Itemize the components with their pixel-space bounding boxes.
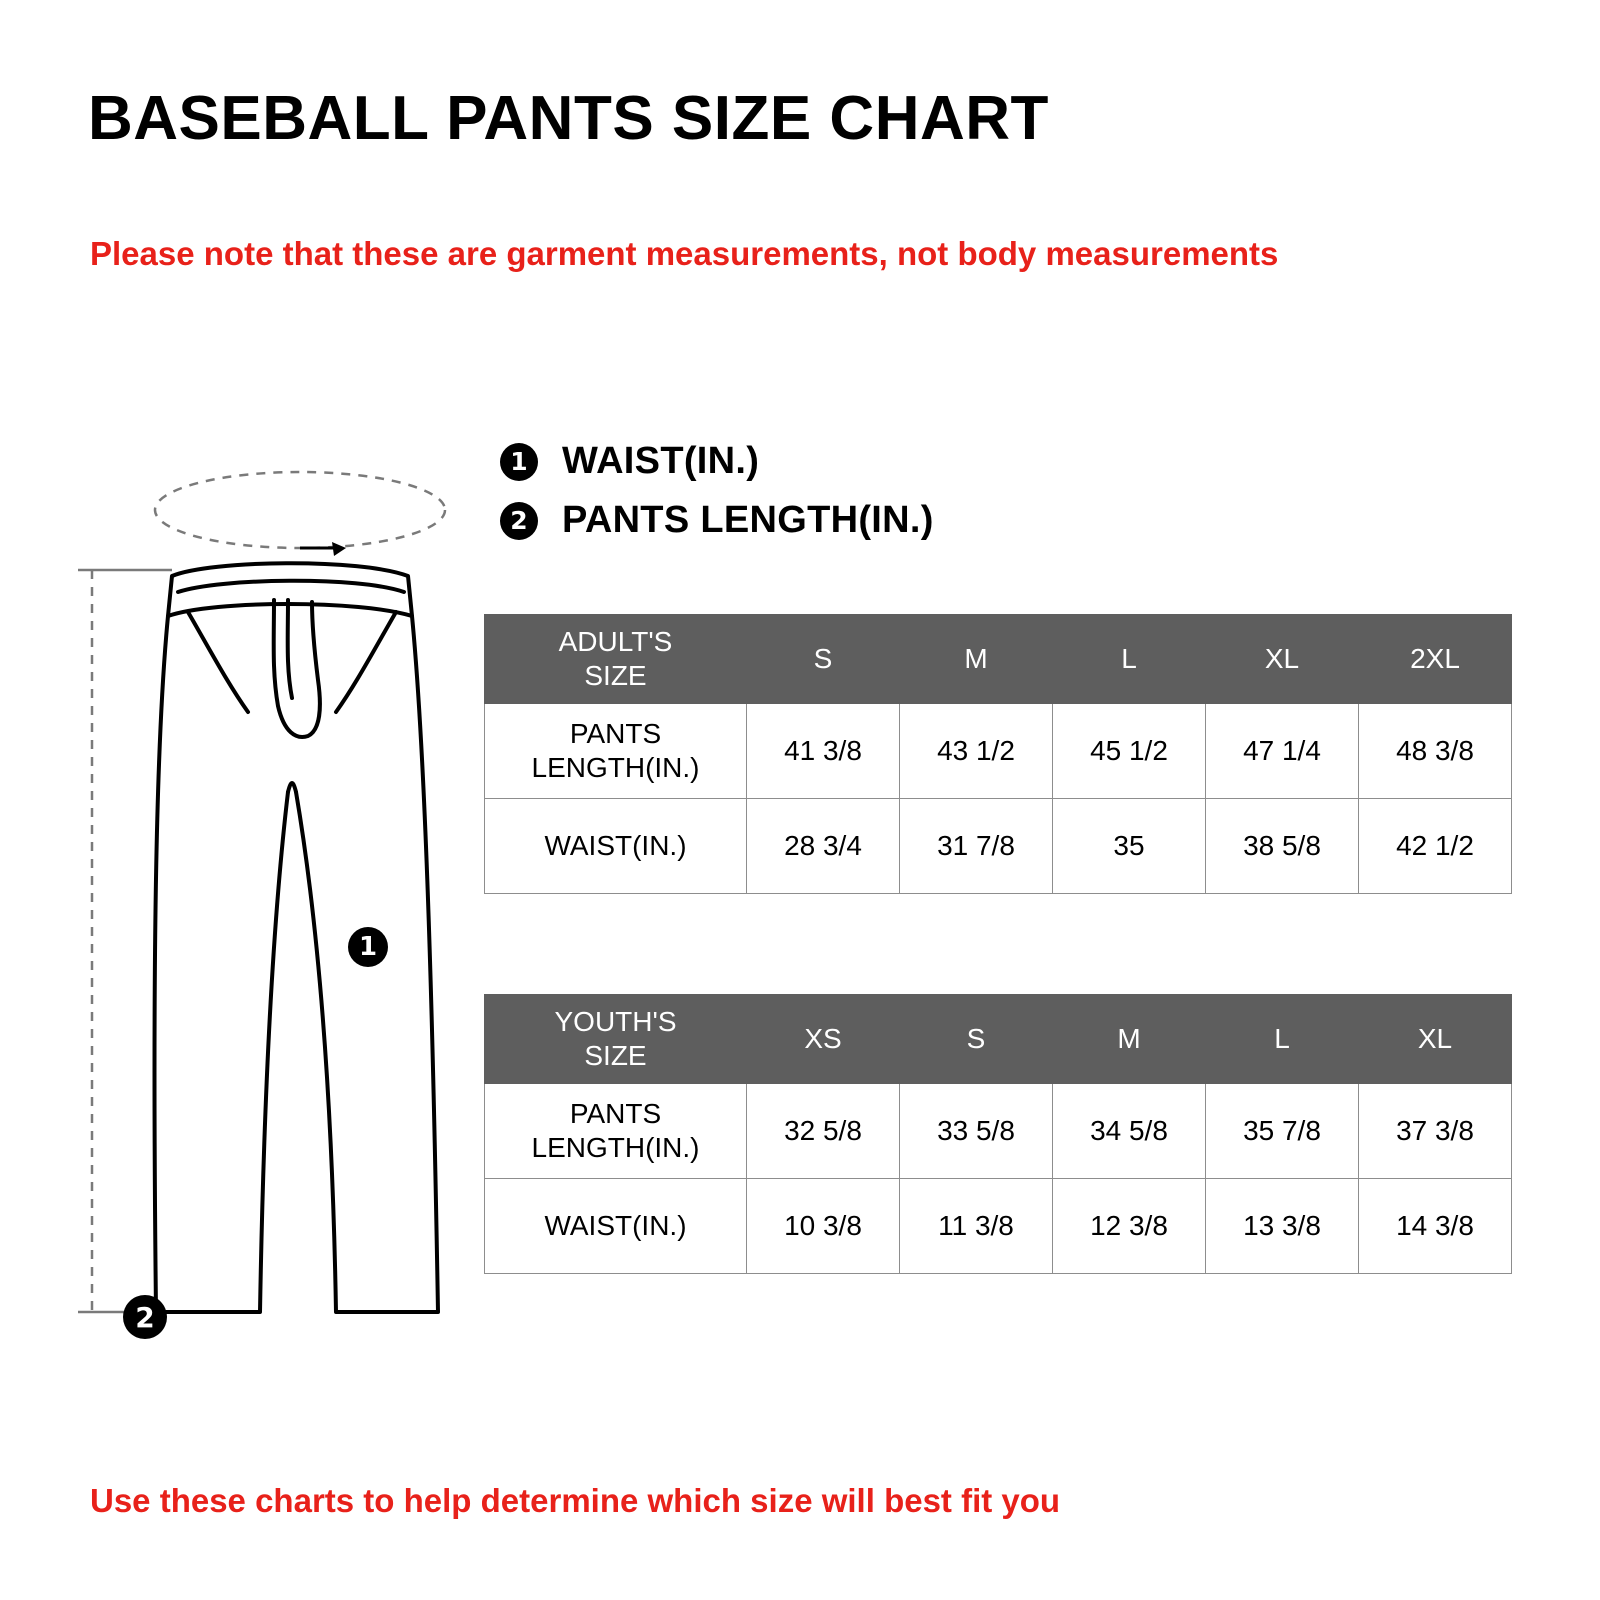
youth-table-corner-header: [485, 995, 747, 1084]
adult-waist-m: 31 7/8: [900, 799, 1053, 894]
page-title: BASEBALL PANTS SIZE CHART: [88, 84, 1049, 153]
adult-table-corner-header: [485, 615, 747, 704]
adult-waist-s: 28 3/4: [747, 799, 900, 894]
garment-measurement-note: Please note that these are garment measurements, not body measurements: [90, 235, 1279, 272]
adult-col-s: S: [747, 615, 900, 704]
youth-waist-m: 12 3/8: [1053, 1179, 1206, 1274]
adult-header-line2: SIZE: [584, 660, 647, 691]
youth-waist-xs: 10 3/8: [747, 1179, 900, 1274]
adult-pants-length-s: 41 3/8: [747, 704, 900, 799]
youth-col-xs: XS: [747, 995, 900, 1084]
legend-badge-2-icon: 2: [500, 502, 538, 540]
legend-label-waist: WAIST(IN.): [562, 440, 760, 482]
adult-waist-xl: 38 5/8: [1206, 799, 1359, 894]
table-row: [485, 1084, 1512, 1179]
youth-row-label-pants-length: [485, 1084, 747, 1179]
legend-label-pants-length: PANTS LENGTH(IN.): [562, 499, 934, 541]
youth-size-table: [484, 994, 1512, 1274]
adult-pants-length-xl: 47 1/4: [1206, 704, 1359, 799]
legend-badge-1-icon: 1: [500, 443, 538, 481]
table-row: [485, 799, 1512, 894]
youth-row-label-waist: WAIST(IN.): [485, 1179, 747, 1274]
pants-illustration: [60, 440, 480, 1340]
adult-waist-l: 35: [1053, 799, 1206, 894]
youth-row0-label-line2: LENGTH(IN.): [531, 1132, 700, 1163]
table-header-row: [485, 615, 1512, 704]
youth-col-m: M: [1053, 995, 1206, 1084]
adult-row-label-pants-length: [485, 704, 747, 799]
youth-col-xl: XL: [1359, 995, 1512, 1084]
legend-item-pants-length: [500, 499, 934, 542]
measurement-legend: [500, 440, 934, 558]
youth-col-l: L: [1206, 995, 1359, 1084]
youth-pants-length-l: 35 7/8: [1206, 1084, 1359, 1179]
adult-size-table: [484, 614, 1512, 894]
adult-row-label-waist: WAIST(IN.): [485, 799, 747, 894]
adult-col-l: L: [1053, 615, 1206, 704]
youth-col-s: S: [900, 995, 1053, 1084]
legend-item-waist: [500, 440, 934, 483]
pants-diagram-icon: [60, 440, 480, 1340]
adult-row0-label-line1: PANTS: [569, 717, 662, 749]
adult-col-xl: XL: [1206, 615, 1359, 704]
youth-pants-length-xl: 37 3/8: [1359, 1084, 1512, 1179]
youth-header-line1: YOUTH'S: [554, 1005, 677, 1037]
youth-waist-xl: 14 3/8: [1359, 1179, 1512, 1274]
youth-pants-length-m: 34 5/8: [1053, 1084, 1206, 1179]
youth-pants-length-s: 33 5/8: [900, 1084, 1053, 1179]
table-header-row: [485, 995, 1512, 1084]
diagram-marker-1-icon: 1: [348, 927, 388, 967]
adult-pants-length-l: 45 1/2: [1053, 704, 1206, 799]
youth-header-line2: SIZE: [584, 1040, 647, 1071]
youth-pants-length-xs: 32 5/8: [747, 1084, 900, 1179]
youth-waist-l: 13 3/8: [1206, 1179, 1359, 1274]
youth-waist-s: 11 3/8: [900, 1179, 1053, 1274]
adult-col-2xl: 2XL: [1359, 615, 1512, 704]
diagram-marker-2-icon: 2: [123, 1295, 167, 1339]
adult-pants-length-m: 43 1/2: [900, 704, 1053, 799]
table-row: [485, 1179, 1512, 1274]
footer-note: Use these charts to help determine which size will best fit you: [90, 1482, 1061, 1519]
adult-header-line1: ADULT'S: [558, 625, 673, 657]
table-row: [485, 704, 1512, 799]
adult-pants-length-2xl: 48 3/8: [1359, 704, 1512, 799]
youth-row0-label-line1: PANTS: [569, 1097, 662, 1129]
adult-row0-label-line2: LENGTH(IN.): [531, 752, 700, 783]
adult-waist-2xl: 42 1/2: [1359, 799, 1512, 894]
adult-col-m: M: [900, 615, 1053, 704]
